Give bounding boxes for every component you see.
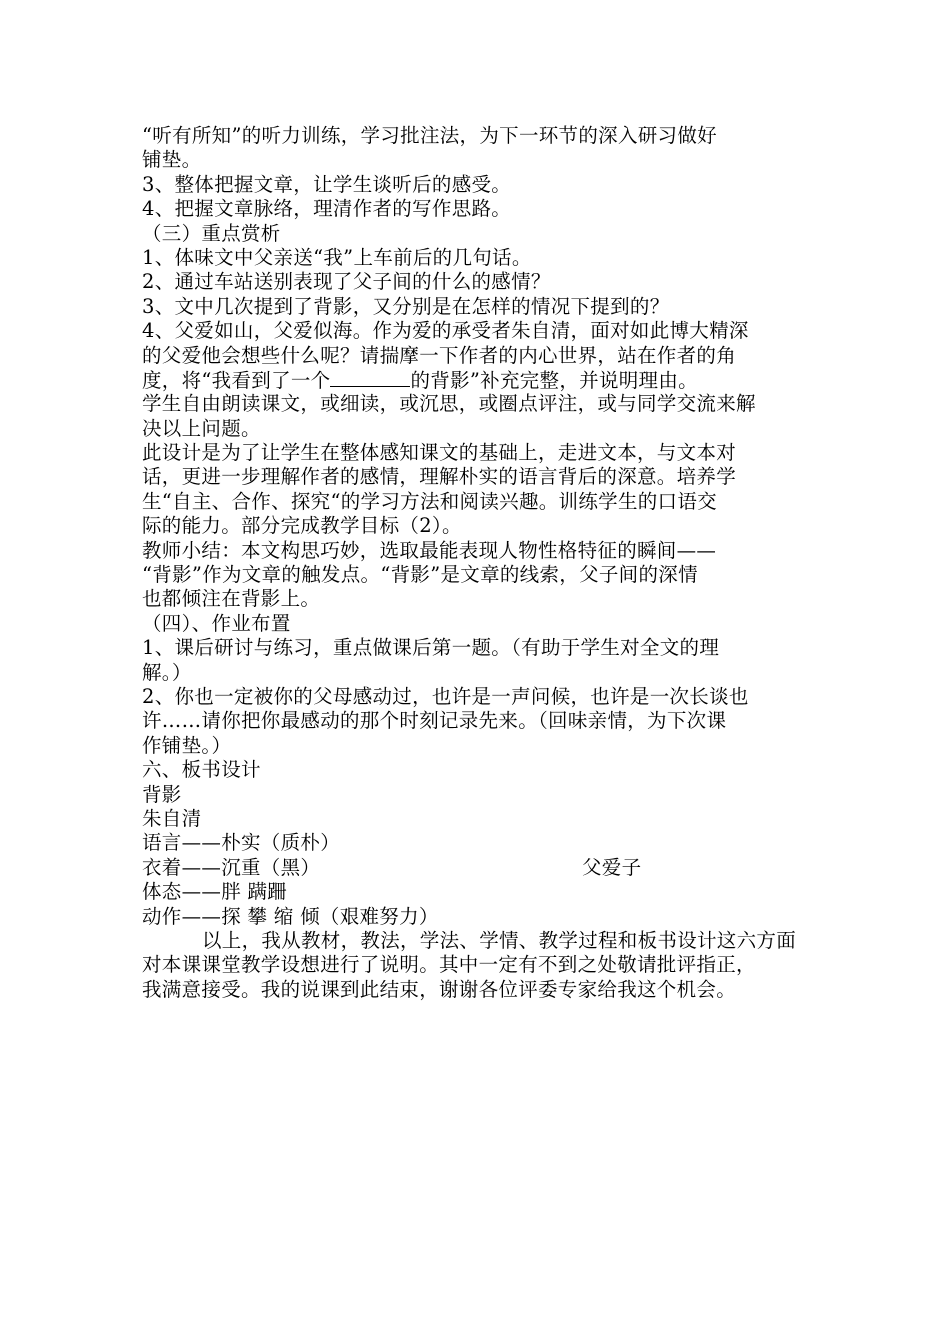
board-row: 语言——朴实（质朴） (142, 831, 340, 855)
paragraph-line: 此设计是为了让学生在整体感知课文的基础上，走进文本，与文本对 (142, 441, 737, 465)
section-heading: 六、板书设计 (142, 758, 261, 782)
homework-item: 1、课后研讨与练习，重点做课后第一题。（有助于学生对全文的理 (142, 636, 720, 660)
board-row (142, 856, 812, 880)
closing-line: 以上，我从教材，教法，学法、学情、教学过程和板书设计这六方面 (202, 928, 797, 952)
paragraph-line: 际的能力。部分完成教学目标（2）。 (142, 514, 462, 538)
paragraph-line: 生“自主、合作、探究“的学习方法和阅读兴趣。训练学生的口语交 (142, 489, 717, 513)
board-title: 背影 (142, 782, 182, 806)
board-row-left: 衣着——沉重（黑） (142, 855, 321, 879)
closing-line: 对本课课堂教学设想进行了说明。其中一定有不到之处敬请批评指正， (142, 953, 756, 977)
paragraph-line: “听有所知”的听力训练，学习批注法，为下一环节的深入研习做好 (142, 124, 717, 147)
question-item: 4、父爱如山，父爱似海。作为爱的承受者朱自清，面对如此博大精深 (142, 319, 749, 343)
paragraph-line: 3、整体把握文章，让学生谈听后的感受。 (142, 172, 512, 196)
paragraph-line: 决以上问题。 (142, 416, 261, 440)
question-item (142, 368, 812, 392)
document-body (142, 124, 812, 1002)
paragraph-line: 也都倾注在背影上。 (142, 587, 321, 611)
board-author: 朱自清 (142, 806, 202, 830)
homework-item: 2、你也一定被你的父母感动过，也许是一声问候，也许是一次长谈也 (142, 684, 749, 708)
fill-in-blank (330, 368, 410, 387)
homework-item: 解。） (142, 660, 192, 684)
section-heading: （四）、作业布置 (142, 611, 291, 635)
closing-line: 我满意接受。我的说课到此结束，谢谢各位评委专家给我这个机会。 (142, 977, 737, 1001)
question-item: 的父爱他会想些什么呢？请揣摩一下作者的内心世界，站在作者的角 (142, 343, 737, 367)
board-row: 动作——探 攀 缩 倾（艰难努力） (142, 904, 439, 928)
paragraph-line: 学生自由朗读课文，或细读，或沉思，或圈点评注，或与同学交流来解 (142, 392, 756, 416)
paragraph-line: 话，更进一步理解作者的感情，理解朴实的语言背后的深意。培养学 (142, 465, 737, 489)
question-item: 2、通过车站送别表现了父子间的什么的感情？ (142, 270, 551, 294)
paragraph-line: 铺垫。 (142, 148, 202, 172)
paragraph-line: 4、把握文章脉络，理清作者的写作思路。 (142, 197, 512, 221)
paragraph-line: “背影”作为文章的触发点。“背影”是文章的线索，父子间的深情 (142, 563, 698, 587)
question-item: 3、文中几次提到了背影，又分别是在怎样的情况下提到的？ (142, 294, 670, 318)
question-text: 度，将“我看到了一个 (142, 368, 331, 392)
question-text: 的背影”补充完整，并说明理由。 (410, 368, 698, 392)
paragraph-line: 教师小结：本文构思巧妙，选取最能表现人物性格特征的瞬间—— (142, 538, 717, 562)
board-row-right: 父爱子 (582, 855, 642, 879)
board-row: 体态——胖 蹒跚 (142, 880, 288, 904)
question-item: 1、体味文中父亲送“我”上车前后的几句话。 (142, 245, 532, 269)
homework-item: 许……请你把你最感动的那个时刻记录先来。（回味亲情，为下次课 (142, 709, 727, 733)
section-heading: （三）重点赏析 (142, 221, 281, 245)
homework-item: 作铺垫。） (142, 733, 232, 757)
